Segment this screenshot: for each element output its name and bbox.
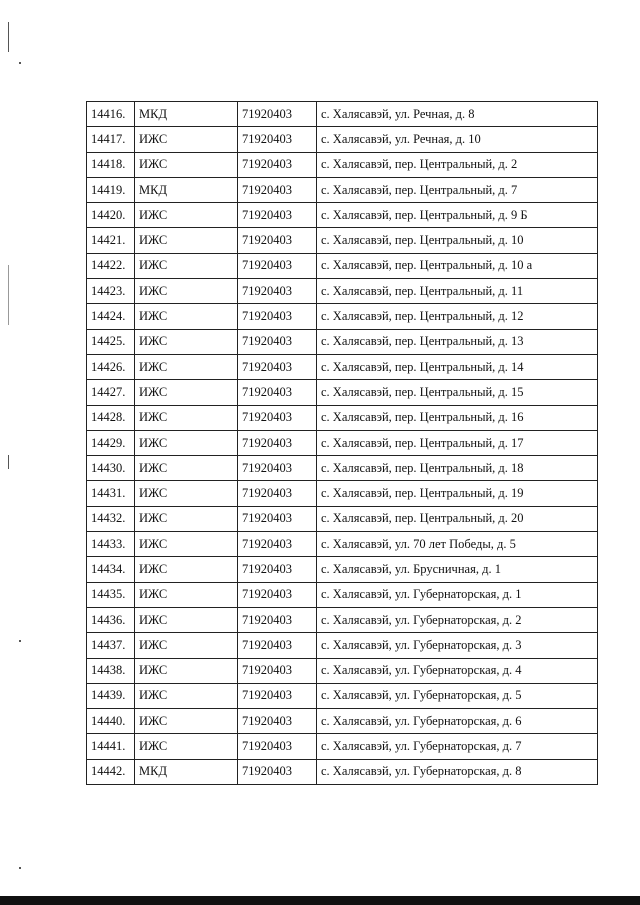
building-type-cell: ИЖС (135, 228, 238, 253)
oktmo-code-cell: 71920403 (238, 683, 317, 708)
address-cell: с. Халясавэй, пер. Центральный, д. 13 (317, 329, 598, 354)
building-type-cell: ИЖС (135, 532, 238, 557)
address-cell: с. Халясавэй, пер. Центральный, д. 7 (317, 177, 598, 202)
row-number-cell: 14425. (87, 329, 135, 354)
table-row (87, 405, 598, 430)
address-cell: с. Халясавэй, пер. Центральный, д. 10 (317, 228, 598, 253)
oktmo-code-cell: 71920403 (238, 456, 317, 481)
table-row (87, 582, 598, 607)
address-cell: с. Халясавэй, ул. Губернаторская, д. 2 (317, 607, 598, 632)
oktmo-code-cell: 71920403 (238, 557, 317, 582)
table-row (87, 430, 598, 455)
oktmo-code-cell: 71920403 (238, 633, 317, 658)
building-type-cell: МКД (135, 759, 238, 784)
table-row (87, 279, 598, 304)
oktmo-code-cell: 71920403 (238, 582, 317, 607)
building-type-cell: ИЖС (135, 734, 238, 759)
building-type-cell: МКД (135, 177, 238, 202)
table-row (87, 506, 598, 531)
building-type-cell: ИЖС (135, 430, 238, 455)
oktmo-code-cell: 71920403 (238, 481, 317, 506)
table-row (87, 709, 598, 734)
address-cell: с. Халясавэй, ул. 70 лет Победы, д. 5 (317, 532, 598, 557)
row-number-cell: 14418. (87, 152, 135, 177)
scan-mark (19, 867, 21, 869)
oktmo-code-cell: 71920403 (238, 607, 317, 632)
row-number-cell: 14433. (87, 532, 135, 557)
oktmo-code-cell: 71920403 (238, 228, 317, 253)
table-row (87, 329, 598, 354)
table-row (87, 759, 598, 784)
table-row (87, 177, 598, 202)
row-number-cell: 14434. (87, 557, 135, 582)
address-cell: с. Халясавэй, ул. Брусничная, д. 1 (317, 557, 598, 582)
row-number-cell: 14429. (87, 430, 135, 455)
address-cell: с. Халясавэй, пер. Центральный, д. 10 а (317, 253, 598, 278)
building-type-cell: ИЖС (135, 506, 238, 531)
address-cell: с. Халясавэй, ул. Речная, д. 8 (317, 102, 598, 127)
row-number-cell: 14435. (87, 582, 135, 607)
oktmo-code-cell: 71920403 (238, 405, 317, 430)
row-number-cell: 14438. (87, 658, 135, 683)
address-cell: с. Халясавэй, ул. Губернаторская, д. 4 (317, 658, 598, 683)
address-cell: с. Халясавэй, пер. Центральный, д. 9 Б (317, 203, 598, 228)
building-type-cell: ИЖС (135, 253, 238, 278)
address-cell: с. Халясавэй, пер. Центральный, д. 16 (317, 405, 598, 430)
building-type-cell: ИЖС (135, 405, 238, 430)
oktmo-code-cell: 71920403 (238, 253, 317, 278)
table-row (87, 203, 598, 228)
building-type-cell: ИЖС (135, 152, 238, 177)
row-number-cell: 14419. (87, 177, 135, 202)
address-cell: с. Халясавэй, пер. Центральный, д. 20 (317, 506, 598, 531)
scan-mark (8, 22, 9, 52)
row-number-cell: 14430. (87, 456, 135, 481)
table-row (87, 633, 598, 658)
table-row (87, 380, 598, 405)
building-type-cell: ИЖС (135, 481, 238, 506)
building-type-cell: МКД (135, 102, 238, 127)
table-row (87, 481, 598, 506)
row-number-cell: 14420. (87, 203, 135, 228)
row-number-cell: 14423. (87, 279, 135, 304)
building-type-cell: ИЖС (135, 607, 238, 632)
table-row (87, 152, 598, 177)
table-row (87, 658, 598, 683)
scan-edge-bar (0, 896, 640, 905)
row-number-cell: 14424. (87, 304, 135, 329)
oktmo-code-cell: 71920403 (238, 127, 317, 152)
address-cell: с. Халясавэй, пер. Центральный, д. 18 (317, 456, 598, 481)
address-cell: с. Халясавэй, пер. Центральный, д. 14 (317, 354, 598, 379)
row-number-cell: 14416. (87, 102, 135, 127)
table-row (87, 102, 598, 127)
row-number-cell: 14421. (87, 228, 135, 253)
oktmo-code-cell: 71920403 (238, 759, 317, 784)
registry-table-body (87, 102, 598, 785)
address-cell: с. Халясавэй, пер. Центральный, д. 19 (317, 481, 598, 506)
building-type-cell: ИЖС (135, 557, 238, 582)
row-number-cell: 14442. (87, 759, 135, 784)
row-number-cell: 14432. (87, 506, 135, 531)
oktmo-code-cell: 71920403 (238, 380, 317, 405)
row-number-cell: 14417. (87, 127, 135, 152)
building-type-cell: ИЖС (135, 456, 238, 481)
address-cell: с. Халясавэй, пер. Центральный, д. 12 (317, 304, 598, 329)
oktmo-code-cell: 71920403 (238, 658, 317, 683)
scan-mark (19, 62, 21, 64)
table-row (87, 557, 598, 582)
oktmo-code-cell: 71920403 (238, 734, 317, 759)
building-type-cell: ИЖС (135, 582, 238, 607)
building-type-cell: ИЖС (135, 127, 238, 152)
building-type-cell: ИЖС (135, 279, 238, 304)
address-cell: с. Халясавэй, пер. Центральный, д. 2 (317, 152, 598, 177)
building-type-cell: ИЖС (135, 683, 238, 708)
row-number-cell: 14431. (87, 481, 135, 506)
oktmo-code-cell: 71920403 (238, 279, 317, 304)
table-row (87, 456, 598, 481)
row-number-cell: 14437. (87, 633, 135, 658)
address-cell: с. Халясавэй, ул. Губернаторская, д. 3 (317, 633, 598, 658)
building-type-cell: ИЖС (135, 329, 238, 354)
oktmo-code-cell: 71920403 (238, 203, 317, 228)
building-type-cell: ИЖС (135, 633, 238, 658)
oktmo-code-cell: 71920403 (238, 532, 317, 557)
oktmo-code-cell: 71920403 (238, 430, 317, 455)
table-row (87, 304, 598, 329)
address-cell: с. Халясавэй, ул. Речная, д. 10 (317, 127, 598, 152)
address-cell: с. Халясавэй, ул. Губернаторская, д. 1 (317, 582, 598, 607)
scan-mark (8, 455, 9, 469)
row-number-cell: 14422. (87, 253, 135, 278)
oktmo-code-cell: 71920403 (238, 709, 317, 734)
oktmo-code-cell: 71920403 (238, 177, 317, 202)
table-row (87, 354, 598, 379)
row-number-cell: 14440. (87, 709, 135, 734)
scan-mark (8, 265, 9, 325)
oktmo-code-cell: 71920403 (238, 506, 317, 531)
oktmo-code-cell: 71920403 (238, 152, 317, 177)
row-number-cell: 14427. (87, 380, 135, 405)
address-cell: с. Халясавэй, ул. Губернаторская, д. 7 (317, 734, 598, 759)
oktmo-code-cell: 71920403 (238, 102, 317, 127)
table-row (87, 253, 598, 278)
row-number-cell: 14428. (87, 405, 135, 430)
building-type-cell: ИЖС (135, 380, 238, 405)
row-number-cell: 14436. (87, 607, 135, 632)
address-cell: с. Халясавэй, ул. Губернаторская, д. 5 (317, 683, 598, 708)
table-row (87, 532, 598, 557)
row-number-cell: 14441. (87, 734, 135, 759)
building-type-cell: ИЖС (135, 354, 238, 379)
table-row (87, 734, 598, 759)
table-row (87, 683, 598, 708)
oktmo-code-cell: 71920403 (238, 329, 317, 354)
row-number-cell: 14426. (87, 354, 135, 379)
building-type-cell: ИЖС (135, 709, 238, 734)
oktmo-code-cell: 71920403 (238, 354, 317, 379)
table-row (87, 127, 598, 152)
oktmo-code-cell: 71920403 (238, 304, 317, 329)
scan-mark (19, 640, 21, 642)
building-type-cell: ИЖС (135, 304, 238, 329)
address-cell: с. Халясавэй, ул. Губернаторская, д. 6 (317, 709, 598, 734)
building-type-cell: ИЖС (135, 203, 238, 228)
row-number-cell: 14439. (87, 683, 135, 708)
registry-table (86, 101, 598, 785)
table-row (87, 228, 598, 253)
address-cell: с. Халясавэй, пер. Центральный, д. 15 (317, 380, 598, 405)
address-cell: с. Халясавэй, пер. Центральный, д. 17 (317, 430, 598, 455)
building-type-cell: ИЖС (135, 658, 238, 683)
table-row (87, 607, 598, 632)
address-cell: с. Халясавэй, ул. Губернаторская, д. 8 (317, 759, 598, 784)
address-cell: с. Халясавэй, пер. Центральный, д. 11 (317, 279, 598, 304)
